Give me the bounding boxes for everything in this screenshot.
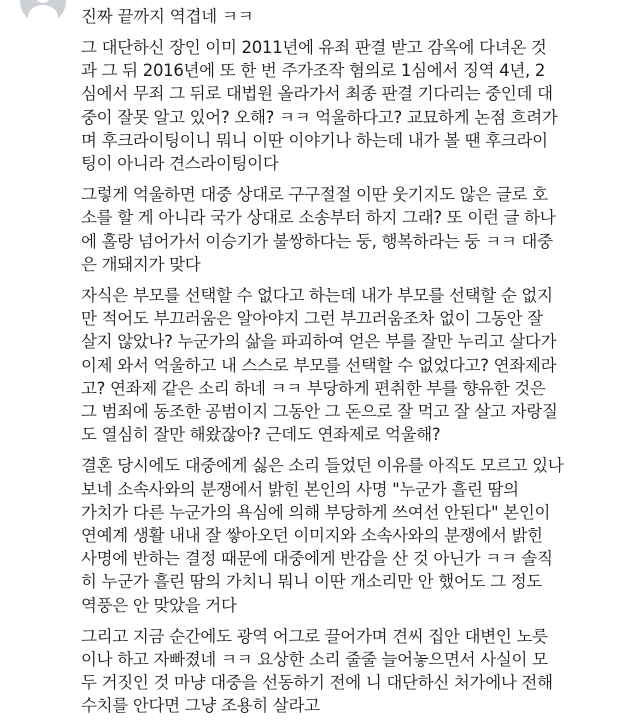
avatar-shoulders-shape	[28, 5, 58, 24]
comment-line: 그 대단하신 장인 이미 2011년에 유죄 판결 받고 감옥에 다녀온 것	[81, 38, 547, 57]
comment-line: 사명에 반하는 결정 때문에 대중에게 반감을 산 것 아닌가 ㅋㅋ 솔직	[81, 549, 553, 569]
comment-line: 이제 와서 억울하고 내 스스로 부모를 선택할 수 없었다고? 연좌제라	[81, 355, 557, 375]
comment-line: 소를 할 게 아니라 국가 상대로 소송부터 하지 그래? 또 이런 글 하나	[81, 208, 556, 228]
comment-line: 결혼 당시에도 대중에게 싫은 소리 들었던 이유를 아직도 모르고 있나	[81, 456, 564, 476]
comment-line: 에 홀랑 넘어가서 이승기가 불쌍하다는 둥, 행복하라는 둥 ㅋㅋ 대중	[81, 231, 553, 251]
comment-body	[81, 4, 609, 726]
comment-line: 심에서 무죄 그 뒤로 대법원 올라가서 최종 판결 기다리는 중인데 대	[81, 84, 553, 104]
comment-title: 진짜 끝까지 역겹네 ㅋㅋ	[81, 7, 254, 26]
comment-line: 그 범죄에 동조한 공범이지 그동안 그 돈으로 잘 먹고 잘 살고 자랑질	[81, 402, 558, 422]
comment-line: 은 개돼지가 맞다	[81, 254, 201, 274]
comment-line: 역풍은 안 맞았을 거다	[81, 595, 237, 615]
comment-line: 과 그 뒤 2016년에 또 한 번 주가조작 혐의로 1심에서 징역 4년, 2	[81, 61, 546, 81]
comment-paragraph	[81, 36, 609, 175]
comment-line: 보네 소속사와의 분쟁에서 밝힌 본인의 사명 "누군가 흘린 땀의	[81, 479, 519, 499]
comment-line: 수치를 안다면 그냥 조용히 살라고	[81, 696, 320, 716]
comment-line: 가치가 다른 누군가의 욕심에 의해 부당하게 쓰여선 안된다" 본인이	[81, 502, 551, 522]
comment-line: 두 거짓인 것 마냥 대중을 선동하기 전에 니 대단하신 처가에나 전해	[81, 673, 553, 693]
comment-paragraph	[81, 454, 609, 616]
comment-paragraph	[81, 183, 609, 276]
comment-line: 연예계 생활 내내 잘 쌓아오던 이미지와 소속사와의 분쟁에서 밝힌	[81, 526, 543, 546]
comment-line: 중이 잘못 알고 있어? 오해? ㅋㅋ 억울하다고? 교묘하게 논점 흐려가	[81, 107, 558, 127]
comment-paragraph	[81, 284, 609, 446]
comment-line: 그리고 지금 순간에도 광역 어그로 끌어가며 견씨 집안 대변인 노릇	[81, 626, 548, 646]
comment-line: 이나 하고 자빠졌네 ㅋㅋ 요상한 소리 줄줄 늘어놓으면서 사실이 모	[81, 650, 548, 670]
comment-line: 고? 연좌제 같은 소리 하네 ㅋㅋ 부당하게 편취한 부를 향유한 것은	[81, 378, 546, 398]
comment-line: 그렇게 억울하면 대중 상대로 구구절절 이딴 웃기지도 않은 글로 호	[81, 185, 548, 205]
comment-line: 살지 않았나? 누군가의 삶을 파괴하여 얻은 부를 잘만 누리고 살다가	[81, 332, 557, 352]
comment-line: 도 열심히 잘만 해왔잖아? 근데도 연좌제로 억울해?	[81, 425, 441, 445]
avatar[interactable]	[20, 0, 66, 24]
avatar-head-shape	[35, 0, 51, 3]
comment-line: 자식은 부모를 선택할 수 없다고 하는데 내가 부모를 선택할 순 없지	[81, 286, 553, 306]
comment-line: 히 누군가 흘린 땀의 가치니 뭐니 이딴 개소리만 안 했어도 그 정도	[81, 572, 543, 592]
comment-line: 팅이 아니라 견스라이팅이다	[81, 154, 279, 174]
comment-paragraphs	[81, 36, 609, 718]
comment-line: 며 후크라이팅이니 뭐니 이딴 이야기나 하는데 내가 볼 땐 후크라이	[81, 130, 548, 150]
comment-paragraph	[81, 625, 609, 718]
comment-line: 만 적어도 부끄러움은 알아야지 그런 부끄러움조차 없이 그동안 잘	[81, 309, 543, 329]
